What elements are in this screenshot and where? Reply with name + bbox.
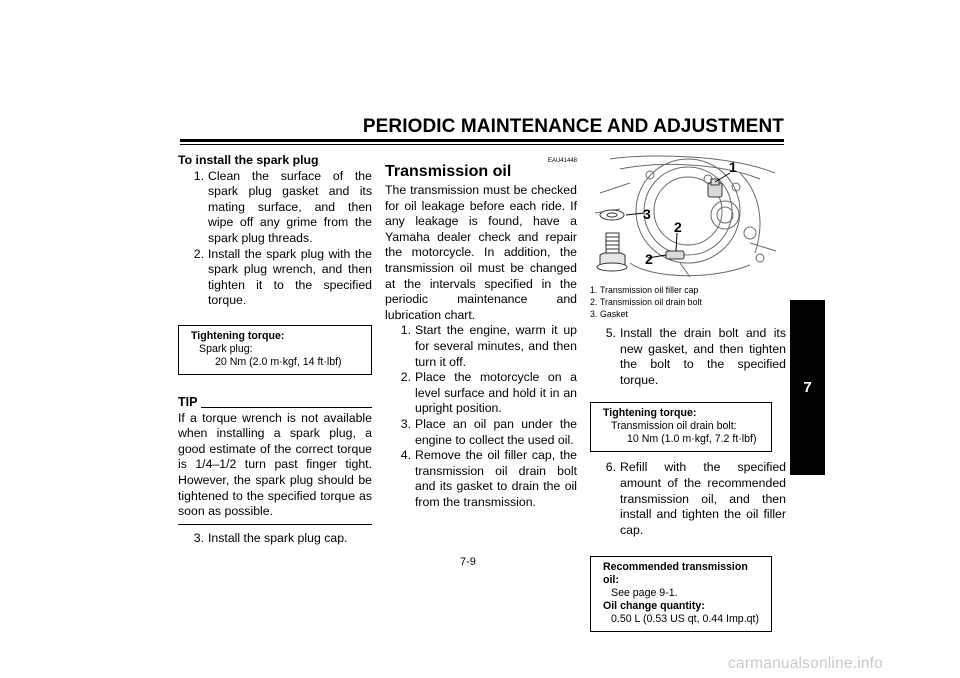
page-number: 7-9 xyxy=(460,556,476,568)
tip-text: If a torque wrench is not available when installing a spark plug, a good estimate of the correct torque is 1/4–1/2 turn past finger tight. However, the spark plug should be tightened to the specified torque as soon as possible. xyxy=(178,410,372,519)
step-4: 4. Remove the oil filler cap, the transmission oil drain bolt and its gasket to drain the oil from the transmission. xyxy=(400,448,577,509)
page-header-title: PERIODIC MAINTENANCE AND ADJUSTMENT xyxy=(362,116,784,137)
step-2: 2. Install the spark plug with the spark plug wrench, and then tighten it to the specified torque. xyxy=(193,246,372,308)
callout-1: 1 xyxy=(729,159,737,175)
header-rule-thick xyxy=(180,139,784,142)
engine-case-drawing xyxy=(590,153,780,283)
figure-captions xyxy=(590,284,786,320)
section-intro: The transmission must be checked for oil leakage before each ride. If any leakage is found, have a Yamaha dealer check and repair the motorcycle. In addition, the transmission oil must be changed at the intervals specified in the periodic maintenance and lubrication chart. xyxy=(385,183,577,322)
caption-2: 2. Transmission oil drain bolt xyxy=(590,297,702,307)
step-3: 3. Install the spark plug cap. xyxy=(193,530,348,545)
step-2: 2. Place the motorcycle on a level surface and hold it in an upright position. xyxy=(400,370,577,416)
spark-plug-torque-box: Tightening torque: Spark plug: 20 Nm (2.0 m·kgf, 14 ft·lbf) xyxy=(178,325,372,375)
section-title: Transmission oil xyxy=(385,163,512,180)
column-spark-plug xyxy=(178,153,372,546)
tip-end-rule xyxy=(178,524,372,525)
step-3: 3. Place an oil pan under the engine to collect the used oil. xyxy=(400,416,577,447)
step-5: 5. Install the drain bolt and its new gasket, and then tighten the bolt to the specified torque. xyxy=(605,326,786,387)
column-transmission-procedure xyxy=(590,153,786,632)
step-1: 1. Start the engine, warm it up for several minutes, and then turn it off. xyxy=(400,323,577,369)
caption-3: 3. Gasket xyxy=(590,309,628,319)
header-rule-thin xyxy=(180,144,784,145)
spark-plug-install-heading: To install the spark plug xyxy=(178,153,319,167)
tip-heading: TIP xyxy=(178,395,372,411)
section-code: EAU41448 xyxy=(547,158,577,164)
chapter-tab: 7 xyxy=(790,300,825,475)
callout-3: 3 xyxy=(643,206,651,222)
column-transmission-oil xyxy=(385,153,577,510)
watermark: carmanualsonline.info xyxy=(728,655,883,672)
step-1: 1. Clean the surface of the spark plug gasket and its mating surface, and then wipe off any grime from the spark plug threads. xyxy=(193,168,372,245)
callout-2b: 2 xyxy=(645,251,653,267)
engine-illustration xyxy=(590,153,780,283)
drain-bolt-torque-box: Tightening torque: Transmission oil drain bolt: 10 Nm (1.0 m·kgf, 7.2 ft·lbf) xyxy=(590,402,772,452)
caption-1: 1. Transmission oil filler cap xyxy=(590,285,699,295)
callout-2a: 2 xyxy=(674,219,682,235)
step-6: 6. Refill with the specified amount of the recommended transmission oil, and then install and tighten the oil filler cap. xyxy=(605,460,786,537)
oil-spec-box: Recommended transmission oil: See page 9-1. Oil change quantity: 0.50 L (0.53 US qt, 0.44 Imp.qt) xyxy=(590,556,772,632)
